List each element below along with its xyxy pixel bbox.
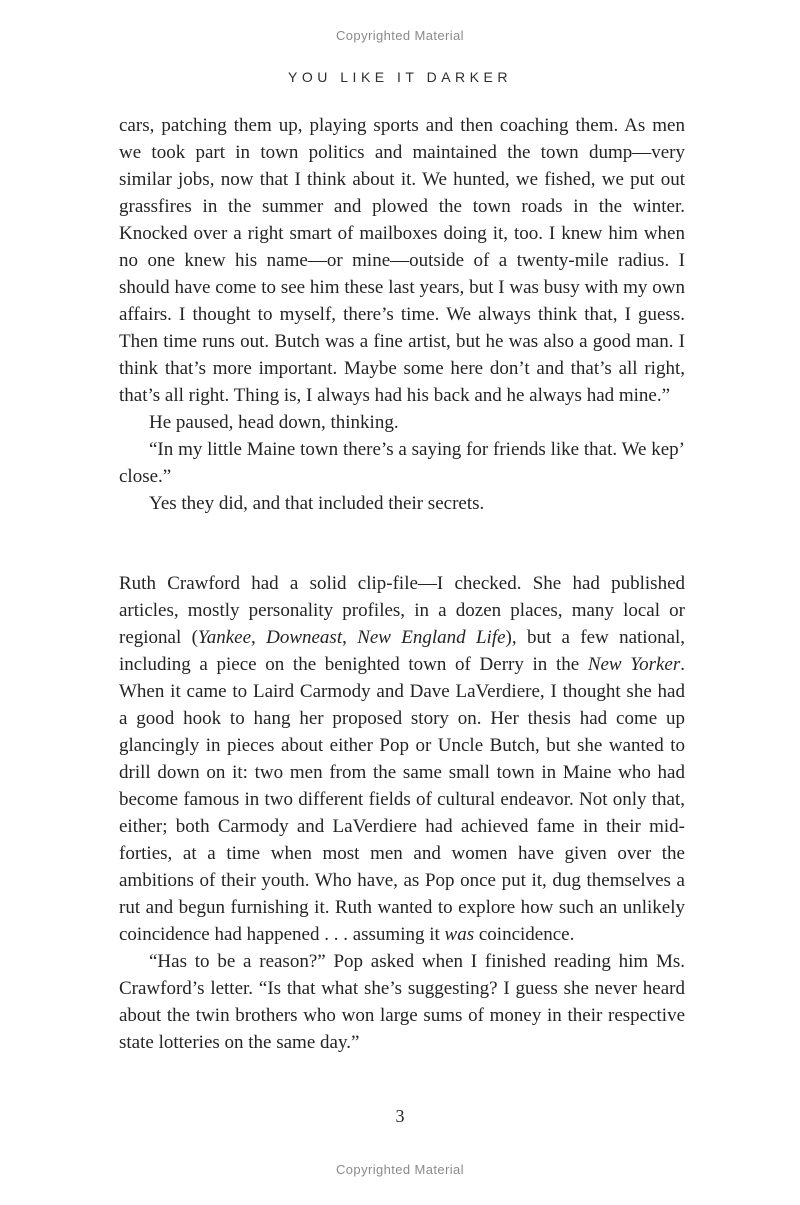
running-header-book-title: YOU LIKE IT DARKER [288, 69, 512, 85]
italic-emphasis: was [444, 924, 475, 945]
page-number: 3 [395, 1106, 405, 1126]
paragraph: “In my little Maine town there’s a saying for friends like that. We kep’ close.” [119, 439, 685, 487]
copyright-notice-bottom: Copyrighted Material [336, 1162, 464, 1177]
italic-magazine-title: Yankee [197, 627, 252, 648]
italic-magazine-title: New England Life [357, 627, 506, 648]
text-segment: coincidence. [474, 924, 575, 945]
body-text [119, 112, 685, 1056]
text-segment: , [251, 627, 267, 648]
paragraph: He paused, head down, thinking. [149, 412, 399, 433]
paragraph: cars, patching them up, playing sports and then coaching them. As men we took part in town politics and maintained the town dump—very similar jobs, now that I think about it. We hunted, we fished, we put out grassfires in the summer and plowed the town roads in the winter. Knocked over a right smart of mailboxes doing it, too. I knew him when no one knew his name—or mine—outside of a twenty-mile radius. I should have come to see him these last years, but I was busy with my own affairs. I thought to myself, there’s time. We always think that, I guess. Then time runs out. Butch was a fine artist, but he was also a good man. I think that’s more important. Maybe some here don’t and that’s all right, that’s all right. Thing is, I always had his back and he always had mine.” [119, 115, 685, 406]
italic-magazine-title: Downeast [266, 627, 343, 648]
text-segment: Ruth Crawford had a solid clip-file—I checked. She had published articles, mostly personality profiles, in a dozen places, many local or regional ( [119, 573, 685, 648]
section-2 [119, 570, 685, 1056]
section-1 [119, 112, 685, 517]
text-segment: , [342, 627, 358, 648]
paragraph: Yes they did, and that included their secrets. [149, 493, 485, 514]
text-segment: . When it came to Laird Carmody and Dave LaVerdiere, I thought she had a good hook to hang her proposed story on. Her thesis had come up glancingly in pieces about either Pop or Uncle Butch, but she wanted to drill down on it: two men from the same small town in Maine who had become famous in two different fields of cultural endeavor. Not only that, either; both Carmody and LaVerdiere had achieved fame in their mid-forties, at a time when most men and women have given over the ambitions of their youth. Who have, as Pop once put it, dug themselves a rut and begun furnishing it. Ruth wanted to explore how such an unlikely coincidence had happened . . . assuming it [119, 654, 685, 945]
paragraph [119, 570, 685, 948]
copyright-notice-top: Copyrighted Material [336, 28, 464, 43]
paragraph: “Has to be a reason?” Pop asked when I finished reading him Ms. Crawford’s letter. “Is that what she’s suggesting? I guess she never heard about the twin brothers who won large sums of money in their respective state lotteries on the same day.” [119, 951, 685, 1053]
italic-magazine-title: New Yorker [587, 654, 681, 675]
text-segment: ), but a few national, including a piece on the benighted town of Derry in the [119, 627, 686, 675]
